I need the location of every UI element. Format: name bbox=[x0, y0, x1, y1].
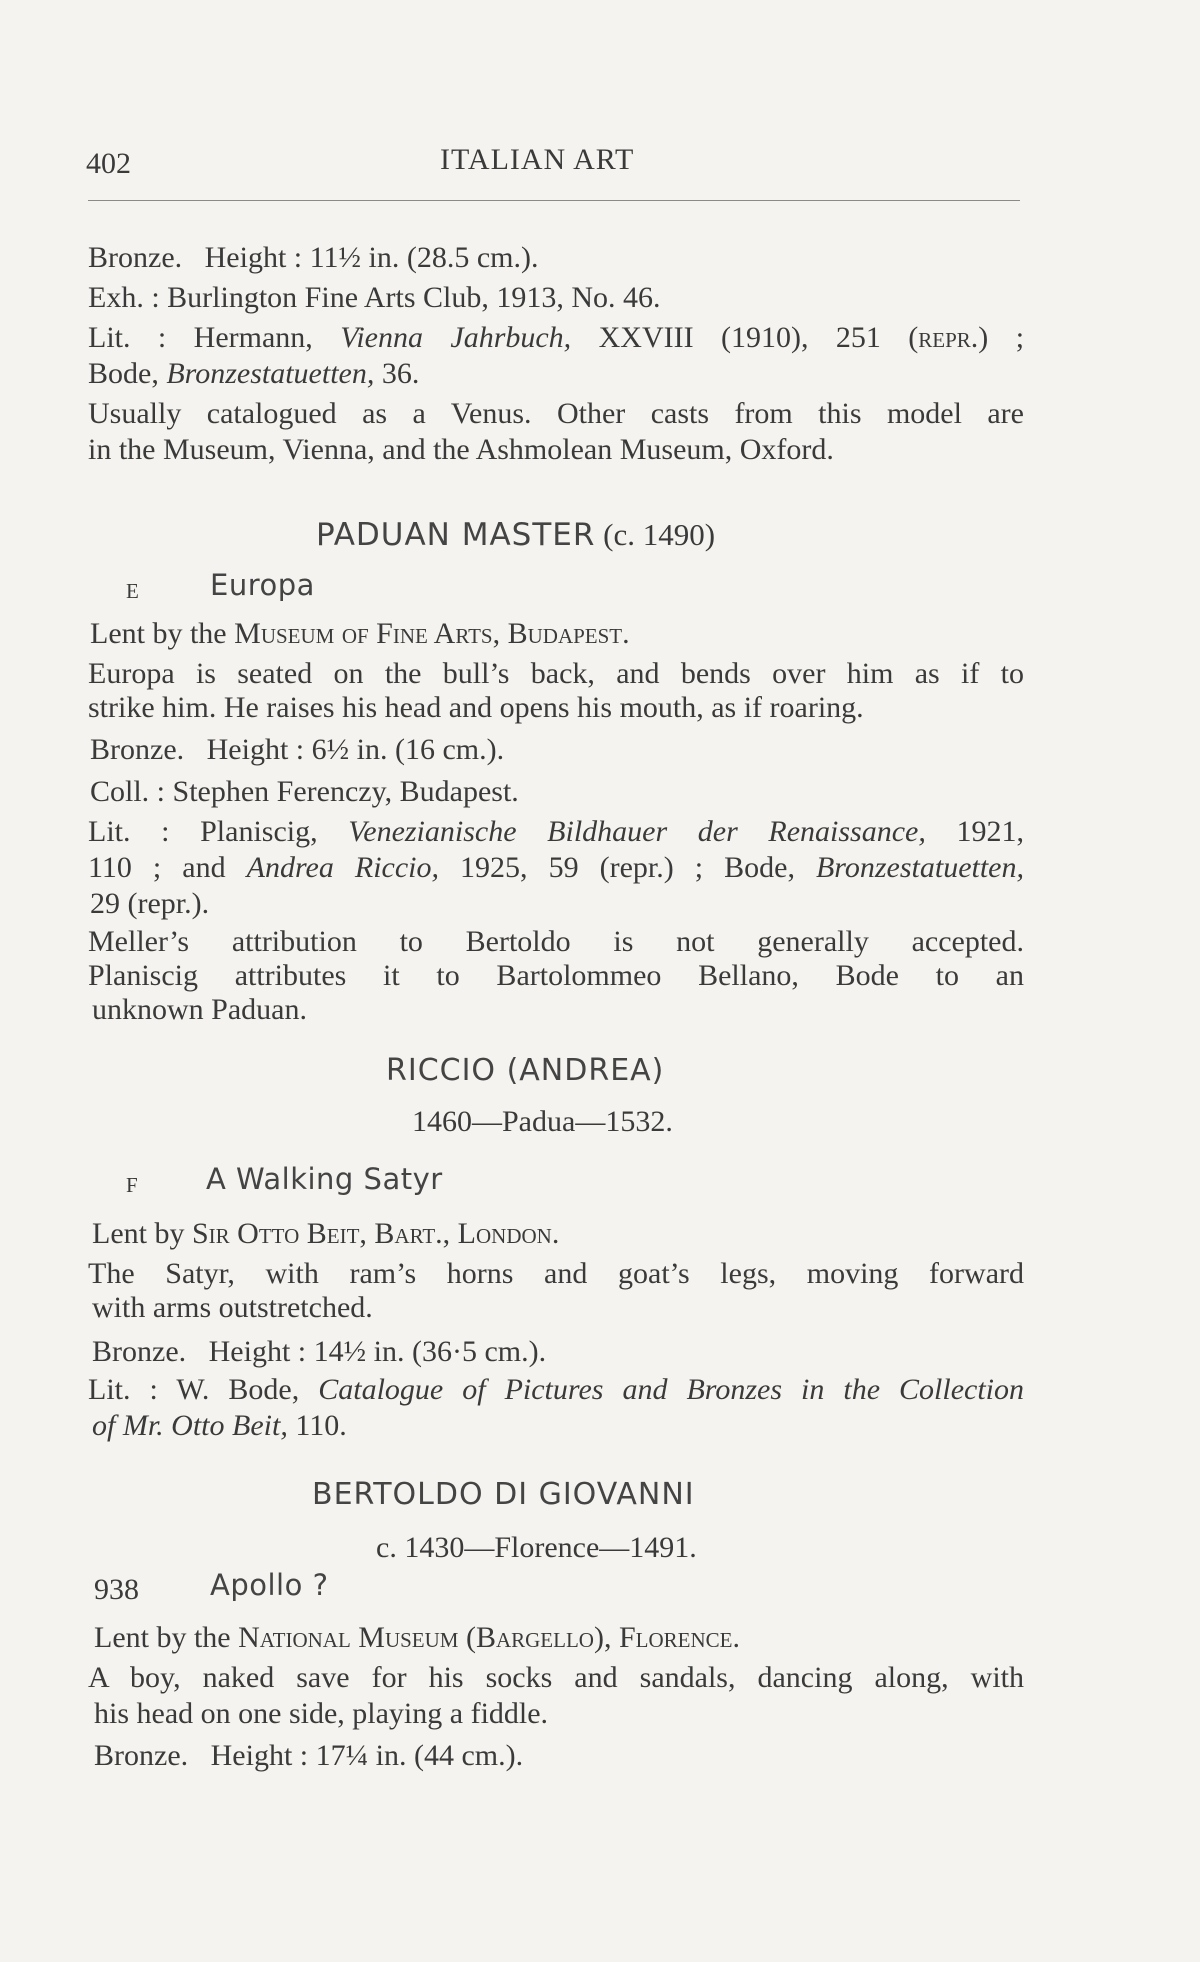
satyr-desc-line1: The Satyr, with ram’s horns and goat’s legs, moving forward bbox=[88, 1257, 1024, 1290]
europa-note-line3: unknown Paduan. bbox=[92, 993, 307, 1026]
page-number: 402 bbox=[86, 147, 131, 180]
prev-exh-line: Exh. : Burlington Fine Arts Club, 1913, No. 46. bbox=[88, 281, 661, 314]
satyr-material-line: Bronze. Height : 14½ in. (36·5 cm.). bbox=[92, 1335, 547, 1368]
prev-lit-line1: Lit. : Hermann, Vienna Jahrbuch, XXVIII (1910), 251 (repr.) ; bbox=[88, 321, 1025, 354]
satyr-lit-line2: of Mr. Otto Beit, 110. bbox=[92, 1409, 347, 1442]
catalogue-number: 938 bbox=[94, 1573, 139, 1606]
prev-note-line2: in the Museum, Vienna, and the Ashmolean Museum, Oxford. bbox=[88, 433, 834, 466]
europa-note-line2: Planiscig attributes it to Bartolommeo Bellano, Bode to an bbox=[88, 959, 1024, 992]
europa-lit-line2: 110 ; and Andrea Riccio, 1925, 59 (repr.) ; Bode, Bronzestatuetten, bbox=[88, 851, 1024, 884]
catalogue-letter-e: E bbox=[126, 579, 139, 603]
apollo-desc-line1: A boy, naked save for his socks and sandals, dancing along, with bbox=[88, 1661, 1024, 1694]
europa-coll-line: Coll. : Stephen Ferenczy, Budapest. bbox=[90, 775, 519, 808]
work-title-europa: Europa bbox=[210, 568, 315, 602]
bertoldo-heading: BERTOLDO DI GIOVANNI bbox=[312, 1477, 695, 1512]
europa-desc-line1: Europa is seated on the bull’s back, and bends over him as if to bbox=[88, 657, 1024, 690]
satyr-lender: Lent by Sir Otto Beit, Bart., London. bbox=[92, 1217, 560, 1250]
europa-lit-line3: 29 (repr.). bbox=[90, 887, 210, 920]
europa-note-line1: Meller’s attribution to Bertoldo is not generally accepted. bbox=[88, 925, 1024, 958]
prev-note-line1: Usually catalogued as a Venus. Other casts from this model are bbox=[88, 397, 1024, 430]
europa-material-line: Bronze. Height : 6½ in. (16 cm.). bbox=[90, 733, 505, 766]
europa-desc-line2: strike him. He raises his head and opens his mouth, as if roaring. bbox=[88, 691, 864, 724]
apollo-lender: Lent by the National Museum (Bargello), Florence. bbox=[94, 1621, 740, 1654]
satyr-lit-line1: Lit. : W. Bode, Catalogue of Pictures and Bronzes in the Collection bbox=[88, 1373, 1024, 1406]
running-title: ITALIAN ART bbox=[440, 143, 635, 176]
europa-lender: Lent by the Museum of Fine Arts, Budapest. bbox=[90, 617, 630, 650]
europa-lit-line1: Lit. : Planiscig, Venezianische Bildhauer der Renaissance, 1921, bbox=[88, 815, 1025, 848]
prev-material-line: Bronze. Height : 11½ in. (28.5 cm.). bbox=[88, 241, 539, 274]
bertoldo-dates: c. 1430—Florence—1491. bbox=[376, 1531, 697, 1564]
apollo-material-line: Bronze. Height : 17¼ in. (44 cm.). bbox=[94, 1739, 524, 1772]
riccio-dates: 1460—Padua—1532. bbox=[412, 1105, 673, 1138]
apollo-desc-line2: his head on one side, playing a fiddle. bbox=[94, 1697, 549, 1730]
work-title-apollo: Apollo ? bbox=[210, 1568, 329, 1602]
paduan-master-heading: PADUAN MASTER (c. 1490) bbox=[316, 517, 716, 553]
riccio-heading: RICCIO (ANDREA) bbox=[386, 1053, 665, 1088]
satyr-desc-line2: with arms outstretched. bbox=[92, 1291, 373, 1324]
prev-lit-line2: Bode, Bronzestatuetten, 36. bbox=[88, 357, 420, 390]
header-rule bbox=[88, 200, 1020, 201]
catalogue-letter-f: F bbox=[126, 1173, 138, 1197]
work-title-walking-satyr: A Walking Satyr bbox=[206, 1162, 443, 1196]
